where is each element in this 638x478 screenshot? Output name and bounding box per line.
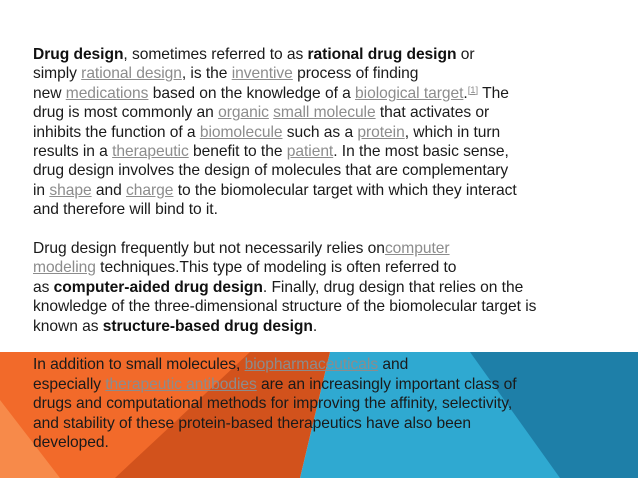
- text: , sometimes referred to as: [123, 46, 308, 63]
- text-line: [33, 258, 613, 277]
- link-protein[interactable]: protein: [357, 123, 405, 141]
- text-line: [33, 414, 613, 433]
- text: drug design involves the design of molecules that are complementary: [33, 162, 509, 180]
- text: .: [463, 84, 468, 102]
- text: based on the knowledge of a: [148, 84, 356, 102]
- link-rational-design[interactable]: rational design: [81, 65, 182, 83]
- link-patient[interactable]: patient: [286, 143, 334, 161]
- paragraph-gap: [33, 220, 613, 239]
- link-medications[interactable]: medications: [65, 84, 149, 102]
- paragraph-biopharmaceuticals: [33, 355, 613, 452]
- text: inhibits the function of a: [33, 123, 200, 141]
- text: . In the most basic sense,: [333, 143, 509, 161]
- text: results in a: [33, 143, 113, 161]
- text-line: [33, 181, 613, 200]
- text-line: [33, 278, 613, 297]
- bold-term: computer-aided drug design: [53, 278, 263, 296]
- text-line: [33, 394, 613, 413]
- text: new: [33, 84, 66, 102]
- text: process of finding: [292, 65, 419, 83]
- text: .: [312, 317, 318, 335]
- text-line: [33, 142, 613, 161]
- paragraph-computer-aided-design: [33, 239, 613, 336]
- text: drug is most commonly an: [33, 104, 219, 122]
- text-line: [33, 317, 613, 336]
- link-biopharmaceuticals[interactable]: biopharmaceuticals: [244, 356, 379, 374]
- text-line: [33, 375, 613, 394]
- text-line: [33, 355, 613, 374]
- text: such as a: [282, 123, 358, 141]
- text: benefit to the: [188, 143, 287, 161]
- slide-text: [33, 45, 613, 453]
- link-modeling[interactable]: modeling: [33, 259, 96, 277]
- text-line: [33, 239, 613, 258]
- text: as: [33, 278, 54, 296]
- citation-link[interactable]: [1]: [467, 84, 479, 96]
- bold-term: Drug design: [33, 46, 124, 63]
- link-therapeutic[interactable]: therapeutic: [112, 143, 189, 161]
- link-biological-target[interactable]: biological target: [355, 84, 464, 102]
- text: techniques.This type of modeling is often referred to: [95, 259, 457, 277]
- bold-term: structure-based drug design: [102, 317, 313, 335]
- text: and therefore will bind to it.: [33, 201, 218, 219]
- text: The: [478, 84, 509, 102]
- text-line: [33, 433, 613, 452]
- link-computer[interactable]: computer: [384, 240, 450, 258]
- text: . Finally, drug design that relies on the: [262, 278, 524, 296]
- bold-term: rational drug design: [307, 46, 457, 63]
- text: , which in turn: [404, 123, 501, 141]
- text: In addition to small molecules,: [33, 356, 245, 374]
- link-shape[interactable]: shape: [49, 181, 92, 199]
- link-charge[interactable]: charge: [126, 181, 174, 199]
- text: in: [33, 181, 50, 199]
- text-line: [33, 84, 613, 103]
- link-small-molecule[interactable]: small molecule: [273, 104, 376, 122]
- text: known as: [33, 317, 103, 335]
- link-biomolecule[interactable]: biomolecule: [199, 123, 283, 141]
- paragraph-drug-design-definition: [33, 45, 613, 220]
- text: developed.: [33, 434, 109, 452]
- text-line: [33, 123, 613, 142]
- text-line: [33, 64, 613, 83]
- text-line: [33, 200, 613, 219]
- text: Drug design frequently but not necessarily relies on: [33, 240, 385, 258]
- text: and stability of these protein-based therapeutics have also been: [33, 414, 472, 432]
- text: that activates or: [375, 104, 490, 122]
- text: , is the: [181, 65, 232, 83]
- text: and: [91, 181, 127, 199]
- link-therapeutic-antibodies[interactable]: therapeutic antibodies: [105, 375, 257, 393]
- text-line: [33, 161, 613, 180]
- link-organic[interactable]: organic: [218, 104, 269, 122]
- text-line: [33, 103, 613, 122]
- text: especially: [33, 375, 106, 393]
- paragraph-gap: [33, 336, 613, 355]
- text-line: [33, 297, 613, 316]
- text: or: [456, 46, 475, 63]
- text: are an increasingly important class of: [256, 375, 517, 393]
- link-inventive[interactable]: inventive: [231, 65, 293, 83]
- text: knowledge of the three-dimensional structure of the biomolecular target is: [33, 298, 537, 316]
- text: drugs and computational methods for improving the affinity, selectivity,: [33, 395, 513, 413]
- text: to the biomolecular target with which they interact: [173, 181, 517, 199]
- text: and: [378, 356, 409, 374]
- text-line: [33, 45, 613, 64]
- text: simply: [33, 65, 82, 83]
